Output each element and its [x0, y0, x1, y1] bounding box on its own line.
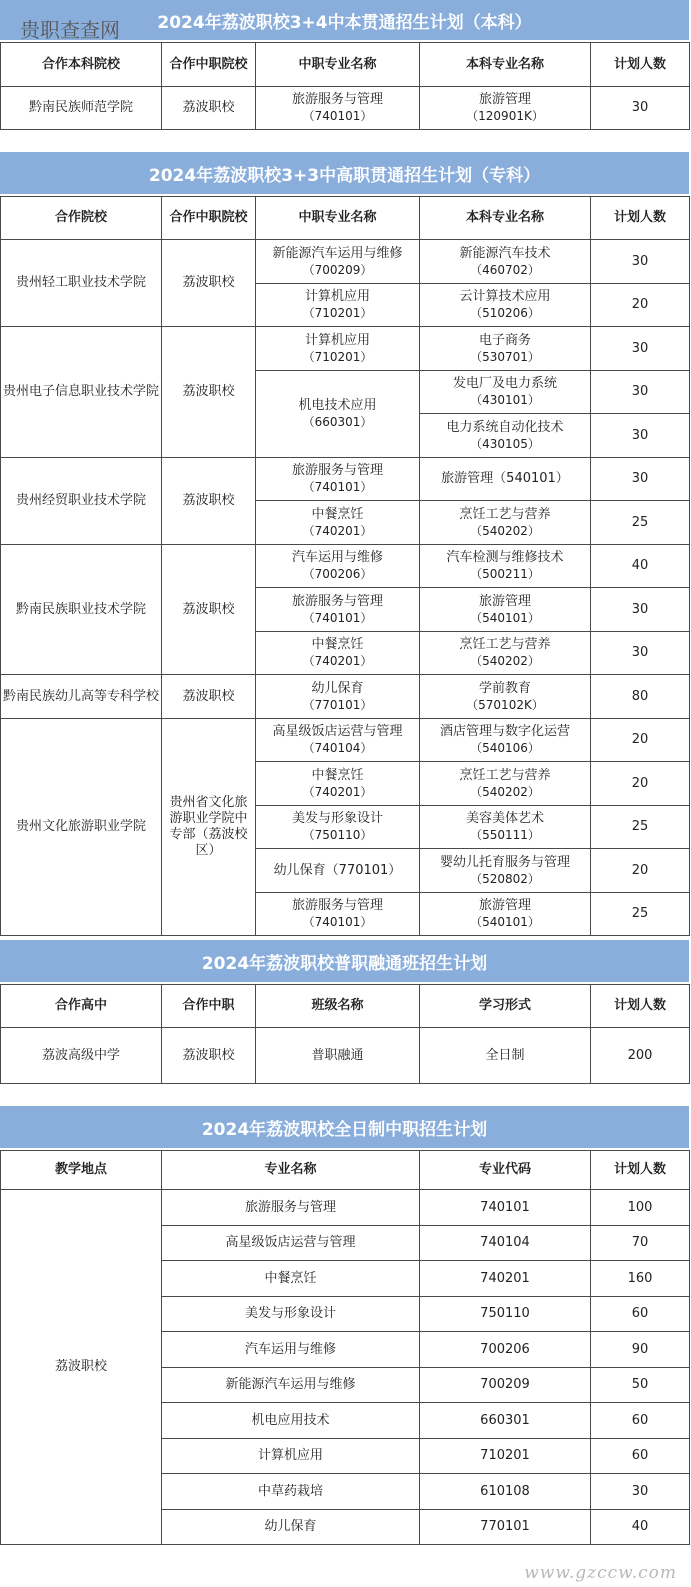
major-cell [256, 806, 420, 849]
major-cell [256, 87, 420, 130]
major-cell [256, 327, 420, 371]
plan-table [0, 984, 690, 1084]
code-cell: 740201 [420, 1261, 591, 1297]
column-header: 合作本科院校 [1, 43, 162, 87]
major-code: （740101） [302, 480, 373, 494]
count-cell: 60 [591, 1403, 690, 1439]
section-full-time-plan [0, 1106, 689, 1545]
major-name: 汽车运用与维修 [291, 550, 383, 565]
code-cell: 610108 [420, 1474, 591, 1510]
column-header: 本科专业名称 [420, 43, 591, 87]
major-name: 中餐烹饪 [311, 767, 364, 783]
section-3plus3-plan [0, 152, 689, 936]
program-name: 旅游管理 [478, 593, 531, 609]
count-cell: 30 [591, 414, 690, 458]
form-cell: 全日制 [420, 1028, 591, 1084]
code-cell: 710201 [420, 1439, 591, 1474]
major-name: 中餐烹饪 [311, 506, 364, 522]
program-name: 旅游管理 [478, 898, 531, 913]
program-code: （540202） [470, 784, 540, 799]
code-cell: 740104 [420, 1226, 591, 1261]
column-header: 计划人数 [591, 985, 690, 1028]
program-code: （510206） [470, 306, 540, 320]
site-url-watermark: www.gzccw.com [524, 1563, 677, 1583]
partner-cell: 荔波职校 [162, 327, 256, 458]
count-cell: 30 [591, 240, 690, 284]
major-cell: 幼儿保育 [162, 1510, 420, 1545]
column-header: 中职专业名称 [256, 197, 420, 240]
major-cell [256, 632, 420, 675]
plan-table [0, 42, 690, 130]
major-cell [256, 762, 420, 806]
major-name: 幼儿保育 [311, 680, 364, 696]
count-cell: 40 [591, 1510, 690, 1545]
count-cell: 30 [591, 327, 690, 371]
program-cell [420, 632, 591, 675]
count-cell: 60 [591, 1439, 690, 1474]
column-header: 合作高中 [1, 985, 162, 1028]
major-code: （740201） [302, 523, 373, 538]
major-code: （740201） [302, 784, 373, 799]
major-cell: 汽车运用与维修 [162, 1332, 420, 1368]
program-cell [420, 240, 591, 284]
program-name: 烹饪工艺与营养 [459, 767, 551, 783]
column-header: 学习形式 [420, 985, 591, 1028]
major-cell [256, 284, 420, 327]
major-cell [256, 458, 420, 501]
column-header: 教学地点 [1, 1151, 162, 1190]
major-cell [256, 849, 420, 893]
major-code: （740101） [302, 610, 373, 625]
major-code: （740104） [302, 741, 373, 755]
table-header-row [1, 985, 690, 1028]
school-cell: 贵州电子信息职业技术学院 [1, 327, 162, 458]
code-cell: 770101 [420, 1510, 591, 1545]
major-cell [256, 501, 420, 545]
program-cell [420, 588, 591, 632]
column-header: 班级名称 [256, 985, 420, 1028]
count-cell: 30 [591, 588, 690, 632]
school-cell: 贵州文化旅游职业学院 [1, 719, 162, 936]
school-cell: 荔波高级中学 [1, 1028, 162, 1084]
code-cell: 750110 [420, 1297, 591, 1332]
count-cell: 40 [591, 545, 690, 588]
column-header: 合作中职院校 [162, 43, 256, 87]
partner-cell: 荔波职校 [162, 675, 256, 719]
major-name: 新能源汽车运用与维修 [272, 245, 403, 261]
major-name: 高星级饭店运营与管理 [272, 724, 403, 739]
major-cell: 机电应用技术 [162, 1403, 420, 1439]
school-cell: 黔南民族职业技术学院 [1, 545, 162, 675]
column-header: 计划人数 [591, 1151, 690, 1190]
school-cell: 贵州经贸职业技术学院 [1, 458, 162, 545]
section-title: 2024年荔波职校普职融通班招生计划 [0, 940, 689, 984]
count-cell: 30 [591, 1474, 690, 1510]
major-code: （740101） [302, 109, 373, 123]
partner-cell: 荔波职校 [162, 87, 256, 130]
program-name: 烹饪工艺与营养 [459, 506, 551, 522]
section-title: 2024年荔波职校3+4中本贯通招生计划（本科） [0, 0, 689, 42]
table-row [1, 719, 690, 762]
school-cell: 黔南民族师范学院 [1, 87, 162, 130]
program-name: 酒店管理与数字化运营 [439, 724, 570, 739]
program-code: （570102K） [466, 697, 544, 712]
class-cell: 普职融通 [256, 1028, 420, 1084]
count-cell: 80 [591, 675, 690, 719]
major-name: 机电技术应用 [298, 398, 377, 413]
program-code: （520802） [470, 871, 540, 886]
major-cell: 计算机应用 [162, 1439, 420, 1474]
program-code: （540106） [470, 741, 540, 755]
major-cell: 中草药栽培 [162, 1474, 420, 1510]
code-cell: 740101 [420, 1190, 591, 1226]
major-name: 旅游服务与管理 [291, 463, 383, 478]
program-code: （550111） [470, 828, 540, 842]
program-cell [420, 284, 591, 327]
major-cell: 旅游服务与管理 [162, 1190, 420, 1226]
count-cell: 30 [591, 371, 690, 414]
column-header: 合作中职 [162, 985, 256, 1028]
program-name: 旅游管理（540101） [441, 471, 569, 486]
major-code: （740201） [302, 654, 373, 668]
program-code: （430105） [470, 436, 540, 451]
major-cell [256, 893, 420, 936]
program-cell [420, 893, 591, 936]
column-header: 专业代码 [420, 1151, 591, 1190]
major-code: （710201） [302, 306, 373, 320]
major-cell [256, 719, 420, 762]
program-code: （500211） [470, 567, 540, 581]
program-name: 电力系统自动化技术 [446, 419, 564, 435]
partner-cell: 荔波职校 [162, 458, 256, 545]
program-name: 烹饪工艺与营养 [459, 637, 551, 652]
program-cell [420, 719, 591, 762]
code-cell: 700206 [420, 1332, 591, 1368]
column-header: 中职专业名称 [256, 43, 420, 87]
program-name: 电子商务 [478, 332, 531, 348]
count-cell: 200 [591, 1028, 690, 1084]
major-name: 中餐烹饪 [311, 637, 364, 652]
partner-cell: 荔波职校 [162, 545, 256, 675]
major-name: 旅游服务与管理 [291, 92, 383, 107]
count-cell: 25 [591, 893, 690, 936]
count-cell: 20 [591, 284, 690, 327]
program-name: 汽车检测与维修技术 [446, 550, 564, 565]
partner-cell: 荔波职校 [162, 1028, 256, 1084]
plan-table [0, 196, 690, 936]
count-cell: 20 [591, 762, 690, 806]
major-cell: 新能源汽车运用与维修 [162, 1368, 420, 1403]
program-name: 发电厂及电力系统 [452, 376, 557, 391]
column-header: 合作院校 [1, 197, 162, 240]
table-row [1, 1190, 690, 1226]
partner-cell: 贵州省文化旅游职业学院中专部（荔波校区） [162, 719, 256, 936]
code-cell: 660301 [420, 1403, 591, 1439]
major-code: （710201） [302, 349, 373, 364]
column-header: 专业名称 [162, 1151, 420, 1190]
major-code: （700206） [302, 567, 373, 581]
major-name: 旅游服务与管理 [291, 593, 383, 609]
column-header: 计划人数 [591, 43, 690, 87]
major-code: （740101） [302, 915, 373, 929]
major-cell: 高星级饭店运营与管理 [162, 1226, 420, 1261]
code-cell: 700209 [420, 1368, 591, 1403]
major-name: 旅游服务与管理 [291, 898, 383, 913]
location-cell: 荔波职校 [1, 1190, 162, 1545]
count-cell: 25 [591, 501, 690, 545]
major-cell [256, 588, 420, 632]
count-cell: 100 [591, 1190, 690, 1226]
major-name: 计算机应用 [304, 332, 370, 348]
program-code: （540202） [470, 523, 540, 538]
count-cell: 50 [591, 1368, 690, 1403]
count-cell: 160 [591, 1261, 690, 1297]
count-cell: 30 [591, 632, 690, 675]
program-cell [420, 501, 591, 545]
table-row [1, 458, 690, 501]
major-cell [256, 240, 420, 284]
program-code: （430101） [470, 393, 540, 407]
major-cell [256, 545, 420, 588]
major-cell: 美发与形象设计 [162, 1297, 420, 1332]
program-code: （120901K） [466, 109, 544, 123]
section-title: 2024年荔波职校全日制中职招生计划 [0, 1106, 689, 1150]
count-cell: 90 [591, 1332, 690, 1368]
column-header: 计划人数 [591, 197, 690, 240]
column-header: 本科专业名称 [420, 197, 591, 240]
program-name: 婴幼儿托育服务与管理 [439, 854, 570, 870]
count-cell: 60 [591, 1297, 690, 1332]
major-code: （770101） [302, 697, 373, 712]
program-name: 旅游管理 [478, 92, 531, 107]
table-row [1, 1028, 690, 1084]
table-row [1, 675, 690, 719]
table-row [1, 545, 690, 588]
program-cell [420, 458, 591, 501]
major-name: 计算机应用 [304, 289, 370, 304]
program-cell [420, 849, 591, 893]
major-cell [256, 675, 420, 719]
program-name: 美容美体艺术 [465, 811, 544, 826]
major-name: 美发与形象设计 [291, 811, 383, 826]
program-name: 新能源汽车技术 [459, 245, 551, 261]
program-cell [420, 327, 591, 371]
count-cell: 20 [591, 849, 690, 893]
program-code: （540101） [470, 610, 540, 625]
site-watermark-logo: 贵职查查网 [20, 18, 120, 42]
school-cell: 贵州轻工职业技术学院 [1, 240, 162, 327]
count-cell: 30 [591, 458, 690, 501]
column-header: 合作中职院校 [162, 197, 256, 240]
program-code: （540202） [470, 654, 540, 668]
school-cell: 黔南民族幼儿高等专科学校 [1, 675, 162, 719]
major-cell: 中餐烹饪 [162, 1261, 420, 1297]
major-cell [256, 371, 420, 458]
program-cell [420, 806, 591, 849]
program-code: （540101） [470, 915, 540, 929]
program-name: 云计算技术应用 [459, 289, 551, 304]
program-cell [420, 371, 591, 414]
program-code: （530701） [470, 349, 540, 364]
section-title: 2024年荔波职校3+3中高职贯通招生计划（专科） [0, 152, 689, 196]
program-cell [420, 414, 591, 458]
count-cell: 25 [591, 806, 690, 849]
count-cell: 30 [591, 87, 690, 130]
program-name: 学前教育 [478, 680, 531, 696]
program-cell [420, 87, 591, 130]
major-code: （700209） [302, 262, 373, 277]
program-cell [420, 675, 591, 719]
count-cell: 20 [591, 719, 690, 762]
count-cell: 70 [591, 1226, 690, 1261]
program-cell [420, 762, 591, 806]
major-name: 幼儿保育（770101） [273, 862, 402, 878]
major-code: （660301） [302, 415, 373, 429]
table-header-row [1, 43, 690, 87]
major-code: （750110） [302, 828, 373, 842]
partner-cell: 荔波职校 [162, 240, 256, 327]
table-row [1, 240, 690, 284]
table-row [1, 327, 690, 371]
table-header-row [1, 1151, 690, 1190]
section-pu-zhi-plan [0, 940, 689, 1084]
program-code: （460702） [470, 262, 540, 277]
program-cell [420, 545, 591, 588]
table-row [1, 87, 690, 130]
table-header-row [1, 197, 690, 240]
plan-table [0, 1150, 690, 1545]
